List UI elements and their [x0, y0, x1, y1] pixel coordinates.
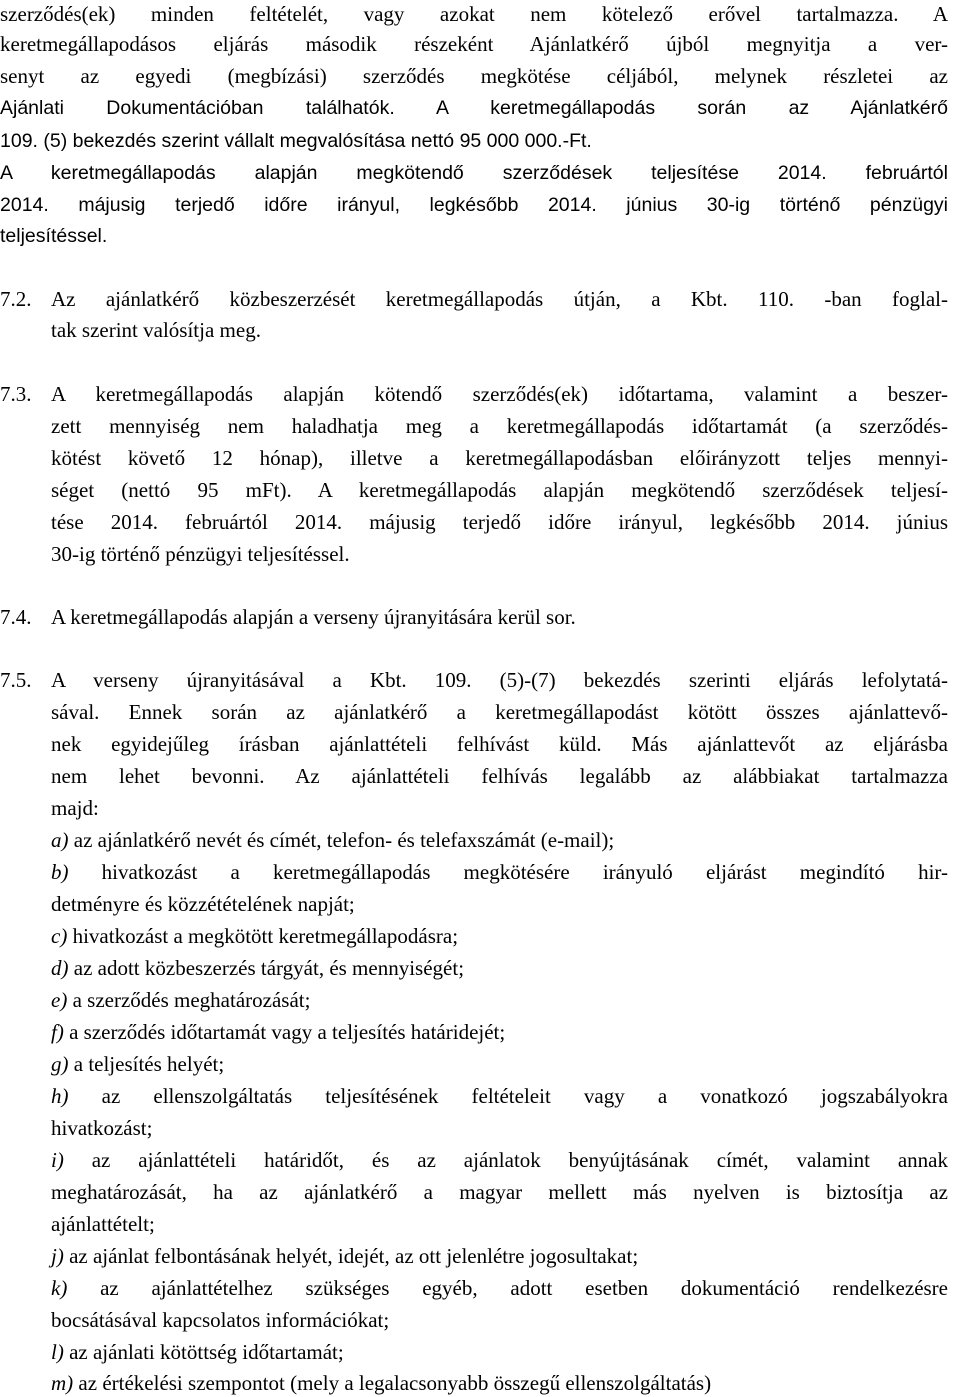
item-text: az ajánlattételi határidőt, és az ajánlatok benyújtásának címét, valamint annak	[63, 1148, 948, 1172]
item-text: az ajánlat felbontásának helyét, idejét, az ott jelenlétre jogosultakat;	[63, 1244, 639, 1268]
item-text: az ellenszolgáltatás teljesítésének feltételeit vagy a vonatkozó jogszabályokra	[68, 1084, 948, 1108]
list-item-i-cont-2: ajánlattételt;	[51, 1212, 155, 1236]
list-item-g	[51, 1050, 948, 1078]
section-7-5-line-3: nek egyidejűleg írásban ajánlattételi felhívást küld. Más ajánlattevőt az eljárásba	[51, 732, 948, 756]
section-7-2-line-1: Az ajánlatkérő közbeszerzését keretmegállapodás útján, a Kbt. 110. -ban foglal-	[51, 287, 948, 311]
section-number: 7.5.	[0, 668, 32, 692]
list-item-a	[51, 826, 948, 854]
intro-line-6: A keretmegállapodás alapján megkötendő szerződések teljesítése 2014. februártól	[0, 162, 948, 184]
item-marker: g)	[51, 1052, 69, 1076]
intro-line-5: 109. (5) bekezdés szerint vállalt megvalósítása nettó 95 000 000.-Ft.	[0, 130, 592, 152]
section-7-3-line-2: zett mennyiség nem haladhatja meg a keretmegállapodás időtartamát (a szerződés-	[51, 414, 948, 438]
list-item-b-cont: detményre és közzétételének napját;	[51, 892, 355, 916]
item-text: a szerződés időtartamát vagy a teljesítés határidejét;	[63, 1020, 506, 1044]
item-marker: f)	[51, 1020, 64, 1044]
section-7-3-line-6: 30-ig történő pénzügyi teljesítéssel.	[51, 542, 350, 566]
item-marker: h)	[51, 1084, 69, 1108]
list-item-e	[51, 986, 948, 1014]
item-text: az értékelési szempontot (mely a legalacsonyabb összegű ellenszolgáltatás)	[73, 1371, 712, 1395]
section-7-3-line-5: tése 2014. februártól 2014. májusig terjedő időre irányul, legkésőbb 2014. június	[51, 510, 948, 534]
item-text: a teljesítés helyét;	[68, 1052, 225, 1076]
intro-line-7: 2014. májusig terjedő időre irányul, legkésőbb 2014. június 30-ig történő pénzügyi	[0, 194, 948, 216]
list-item-d	[51, 954, 948, 982]
list-item-k-cont: bocsátásával kapcsolatos információkat;	[51, 1308, 390, 1332]
item-marker: i)	[51, 1148, 64, 1172]
item-text: a szerződés meghatározását;	[67, 988, 311, 1012]
list-item-k	[51, 1274, 948, 1302]
section-7-3-line-3: kötést követő 12 hónap), illetve a keretmegállapodásban előirányzott teljes mennyi-	[51, 446, 948, 470]
intro-line-2: keretmegállapodásos eljárás második részeként Ajánlatkérő újból megnyitja a ver-	[0, 32, 948, 56]
list-item-j	[51, 1242, 948, 1270]
list-item-f	[51, 1018, 948, 1046]
item-marker: b)	[51, 860, 69, 884]
section-7-2-line-2: tak szerint valósítja meg.	[51, 318, 261, 342]
intro-line-8: teljesítéssel.	[0, 225, 108, 247]
list-item-c	[51, 922, 948, 950]
item-marker: l)	[51, 1340, 64, 1364]
list-item-b	[51, 858, 948, 886]
section-7-4-line-1: A keretmegállapodás alapján a verseny újranyitására kerül sor.	[51, 605, 576, 629]
section-7-3-line-4: séget (nettó 95 mFt). A keretmegállapodás alapján megkötendő szerződések teljesí-	[51, 478, 948, 502]
intro-line-3: senyt az egyedi (megbízási) szerződés megkötése céljából, melynek részletei az	[0, 64, 948, 88]
item-marker: e)	[51, 988, 68, 1012]
section-7-5-line-5: majd:	[51, 796, 99, 820]
section-7-5-line-4: nem lehet bevonni. Az ajánlattételi felhívás legalább az alábbiakat tartalmazza	[51, 764, 948, 788]
list-item-l	[51, 1338, 948, 1366]
item-marker: j)	[51, 1244, 64, 1268]
intro-line-1: szerződés(ek) minden feltételét, vagy azokat nem kötelező erővel tartalmazza. A	[0, 2, 948, 26]
item-marker: a)	[51, 828, 69, 852]
item-text: hivatkozást a keretmegállapodás megkötésére irányuló eljárást megindító hir-	[68, 860, 948, 884]
list-item-i	[51, 1146, 948, 1174]
item-marker: k)	[51, 1276, 68, 1300]
section-number: 7.3.	[0, 382, 32, 406]
section-number: 7.2.	[0, 287, 32, 311]
section-7-5-line-1: A verseny újranyitásával a Kbt. 109. (5)-(7) bekezdés szerinti eljárás lefolytatá-	[51, 668, 948, 692]
list-item-h	[51, 1082, 948, 1110]
item-text: az ajánlattételhez szükséges egyéb, adott esetben dokumentáció rendelkezésre	[67, 1276, 948, 1300]
item-text: az adott közbeszerzés tárgyát, és mennyiségét;	[68, 956, 465, 980]
item-marker: m)	[51, 1371, 74, 1395]
item-marker: d)	[51, 956, 69, 980]
section-7-5-line-2: sával. Ennek során az ajánlatkérő a keretmegállapodást kötött összes ajánlattevő-	[51, 700, 948, 724]
item-marker: c)	[51, 924, 68, 948]
section-number: 7.4.	[0, 605, 32, 629]
section-7-3-line-1: A keretmegállapodás alapján kötendő szerződés(ek) időtartama, valamint a beszer-	[51, 382, 948, 406]
list-item-i-cont-1: meghatározását, ha az ajánlatkérő a magyar mellett más nyelven is biztosítja az	[51, 1180, 948, 1204]
item-text: az ajánlati kötöttség időtartamát;	[63, 1340, 344, 1364]
item-text: hivatkozást a megkötött keretmegállapodásra;	[67, 924, 459, 948]
list-item-m	[51, 1369, 948, 1397]
intro-line-4: Ajánlati Dokumentációban találhatók. A keretmegállapodás során az Ajánlatkérő	[0, 97, 948, 119]
list-item-h-cont: hivatkozást;	[51, 1116, 153, 1140]
item-text: az ajánlatkérő nevét és címét, telefon- és telefaxszámát (e-mail);	[68, 828, 615, 852]
